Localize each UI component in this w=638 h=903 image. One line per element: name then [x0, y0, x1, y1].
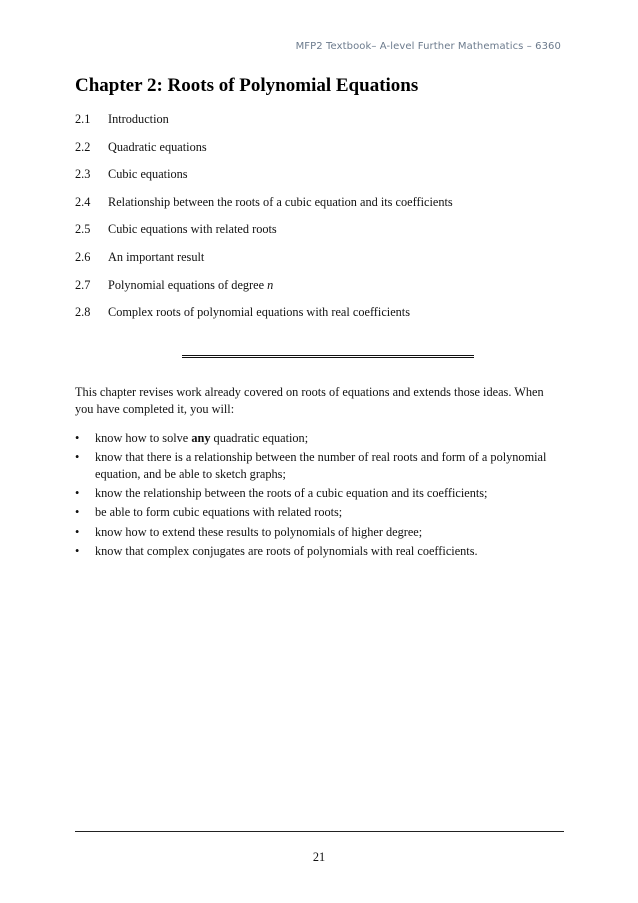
- running-header: MFP2 Textbook– A-level Further Mathematics – 6360: [295, 41, 561, 52]
- toc-text: Quadratic equations: [108, 139, 207, 154]
- objective-text: know that complex conjugates are roots of polynomials with real coefficients.: [95, 543, 478, 558]
- objective-item: [75, 524, 565, 541]
- toc-text: Complex roots of polynomial equations with real coefficients: [108, 305, 411, 320]
- bullet-icon: •: [75, 486, 80, 501]
- toc-number: 2.5: [75, 222, 91, 237]
- objective-item: [75, 430, 565, 447]
- toc-number: 2.7: [75, 277, 91, 292]
- objective-text: know the relationship between the roots of a cubic equation and its coefficients;: [95, 486, 488, 501]
- table-of-contents: [75, 112, 453, 333]
- bullet-icon: •: [75, 450, 80, 465]
- objectives-list: [75, 430, 565, 562]
- chapter-title: Chapter 2: Roots of Polynomial Equations: [75, 75, 419, 96]
- page-number: 21: [312, 850, 326, 864]
- intro-paragraph: This chapter revises work already covered on roots of equations and extends those ideas. When you have completed it, you will:: [75, 385, 544, 416]
- toc-number: 2.1: [75, 112, 91, 126]
- objective-text: [95, 430, 308, 447]
- objective-text: know how to extend these results to polynomials of higher degree;: [95, 524, 423, 539]
- toc-text: An important result: [108, 249, 205, 264]
- toc-item: [75, 305, 453, 333]
- toc-number: 2.8: [75, 305, 91, 320]
- toc-number: 2.6: [75, 249, 91, 264]
- toc-item: [75, 278, 453, 306]
- objective-item: [75, 504, 565, 521]
- objective-text: know that there is a relationship between the number of real roots and form of a polynomial equation, and be able to sketch graphs;: [95, 450, 547, 481]
- toc-item: [75, 195, 453, 223]
- objective-item: [75, 543, 565, 560]
- toc-text: Cubic equations with related roots: [108, 222, 277, 237]
- toc-item: [75, 222, 453, 250]
- objective-text-part: quadratic equation;: [210, 431, 309, 445]
- bullet-icon: •: [75, 524, 80, 539]
- toc-item: [75, 167, 453, 195]
- toc-item: [75, 140, 453, 168]
- objective-text: be able to form cubic equations with related roots;: [95, 505, 343, 520]
- bullet-icon: •: [75, 431, 80, 445]
- footer-rule: [75, 831, 564, 832]
- bullet-icon: •: [75, 505, 80, 520]
- objective-text-bold: any: [191, 431, 211, 445]
- objective-text-part: know how to solve: [95, 431, 192, 445]
- objective-item: [75, 449, 565, 482]
- toc-number: 2.4: [75, 194, 91, 209]
- toc-text: Cubic equations: [108, 167, 188, 182]
- toc-item: [75, 250, 453, 278]
- toc-text-italic: n: [267, 277, 274, 292]
- toc-text: Introduction: [108, 112, 169, 126]
- toc-text-main: Polynomial equations of degree: [108, 277, 268, 292]
- bullet-icon: •: [75, 543, 80, 558]
- toc-item: [75, 112, 453, 140]
- section-divider: [182, 355, 474, 358]
- toc-number: 2.2: [75, 139, 91, 154]
- toc-number: 2.3: [75, 167, 91, 182]
- objective-item: [75, 485, 565, 502]
- toc-text: Relationship between the roots of a cubic equation and its coefficients: [108, 194, 453, 209]
- toc-text: [108, 278, 273, 306]
